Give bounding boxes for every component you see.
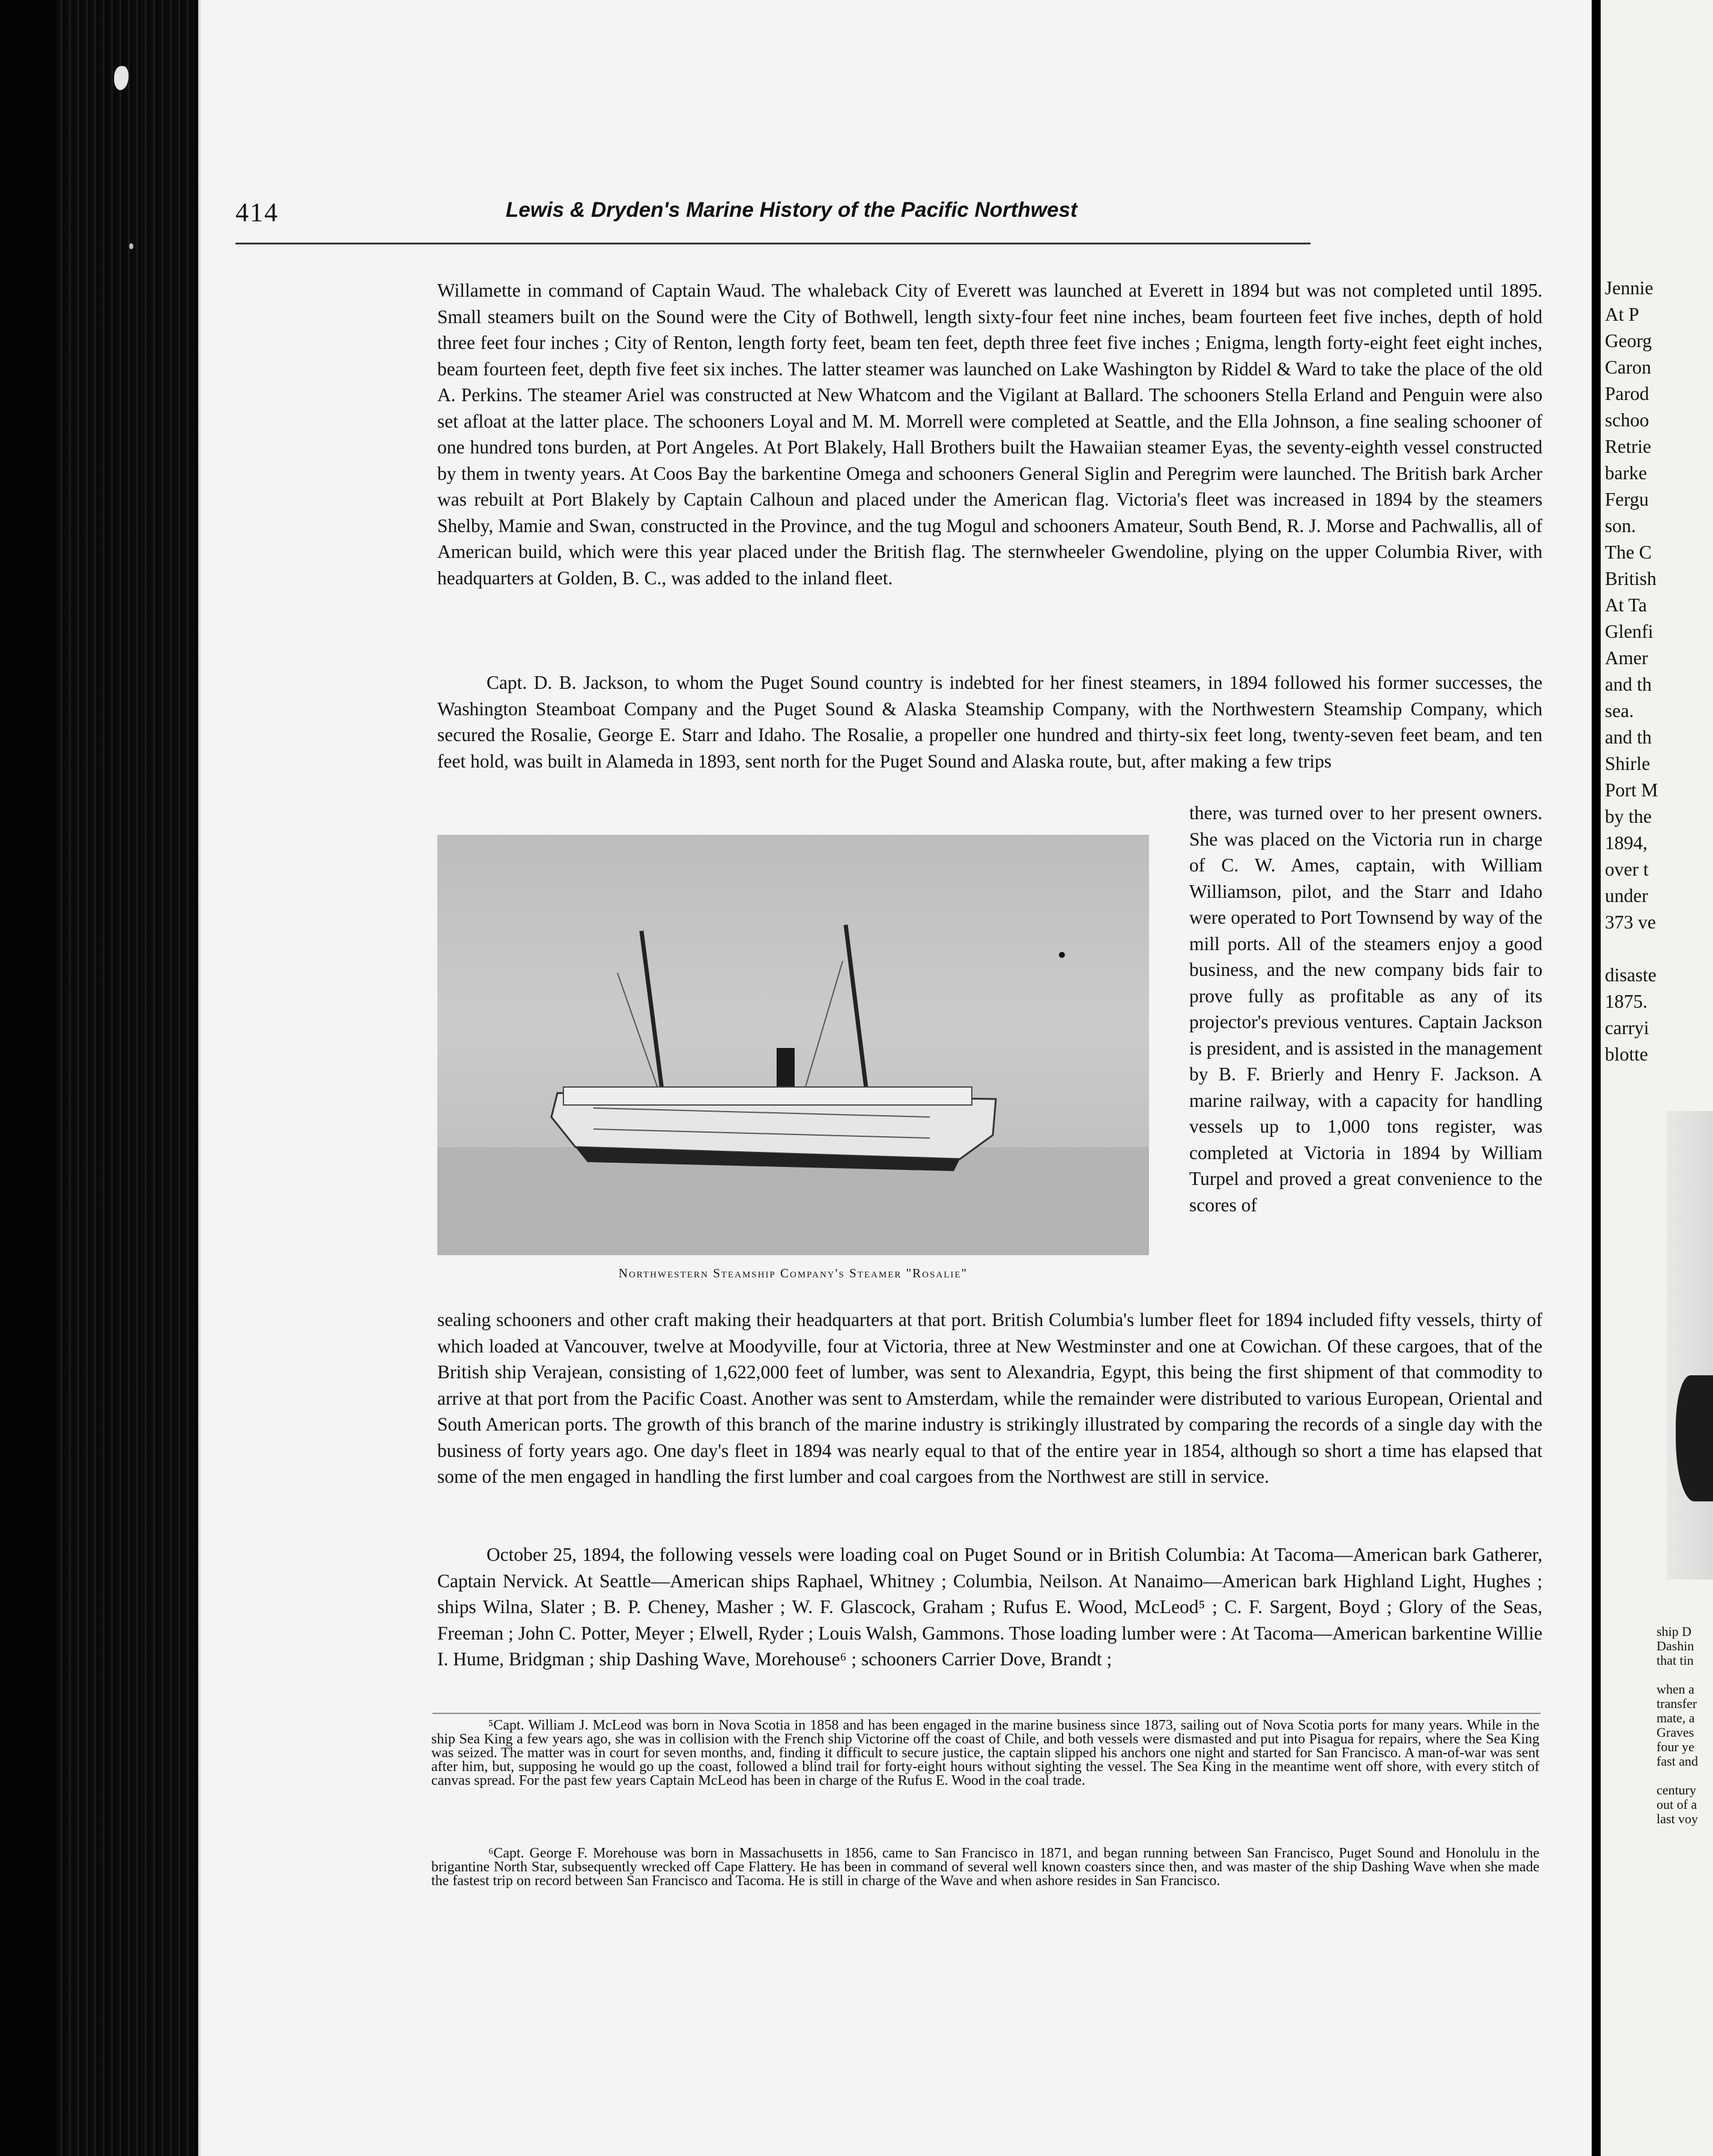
adjacent-page-footnote-line: when a [1657, 1682, 1694, 1697]
adjacent-page-line: Amer [1605, 647, 1648, 668]
adjacent-page-line: Retrie [1605, 436, 1651, 457]
adjacent-page-footnote-line: four ye [1657, 1739, 1694, 1754]
adjacent-page-footnote-line: Dashin [1657, 1638, 1694, 1653]
adjacent-page-line: Glenfi [1605, 621, 1654, 642]
running-title: Lewis & Dryden's Marine History of the Pacific Northwest [506, 198, 1078, 222]
adjacent-page-line: At Ta [1605, 595, 1647, 616]
adjacent-page-line: Georg [1605, 330, 1652, 351]
footnote-rule [432, 1713, 1541, 1714]
adjacent-page-line: 1875. [1605, 991, 1648, 1012]
adjacent-page-line: and th [1605, 727, 1652, 748]
adjacent-page-line: and th [1605, 674, 1652, 695]
adjacent-page-line: Parod [1605, 383, 1649, 404]
adjacent-page-line: The C [1605, 542, 1652, 563]
adjacent-photo-dark-area [1676, 1375, 1713, 1501]
adjacent-page-line: barke [1605, 462, 1647, 483]
adjacent-page-footnote-line: last voy [1657, 1811, 1699, 1826]
steamer-illustration [437, 835, 1149, 1255]
adjacent-page-line: 373 ve [1605, 912, 1656, 933]
page-separator [1592, 0, 1601, 2156]
adjacent-page-footnote-line: Graves [1657, 1725, 1694, 1740]
book-spine-edge [57, 0, 195, 2156]
adjacent-page-line: Fergu [1605, 489, 1649, 510]
paragraph-2-column: there, was turned over to her present owners. She was placed on the Victoria run in charge of C. W. Ames, captain, with William Williamson, pilot, and the Starr and Idaho were operated to Port Townsend by way of the mill ports. All of the steamers enjoy a good business, and the new company bids fair to prove fully as profitable as any of its projector's previous ventures. Captain Jackson is president, and is assisted in the management by B. F. Brierly and Henry F. Jackson. A marine railway, with a capacity for handling vessels up to 1,000 tons register, was completed at Victoria in 1894 by William Turpel and proved a great convenience to the scores of [1189, 802, 1542, 1216]
paragraph-2: Capt. D. B. Jackson, to whom the Puget Sound country is indebted for her finest steamers, in 1894 followed his former successes, the Washington Steamboat Company and the Puget Sound & Alaska Steamship Company, with the Northwestern Steamship Company, which secured the Rosalie, George E. Starr and Idaho. The Rosalie, a propeller one hundred and thirty-six feet long, twenty-seven feet beam, and ten feet hold, was built in Alameda in 1893, sent north for the Puget Sound and Alaska route, but, after making a few trips [437, 672, 1542, 772]
adjacent-page-line: schoo [1605, 410, 1649, 431]
adjacent-page-footnote-line: transfer [1657, 1696, 1697, 1711]
paragraph-2-continued: sealing schooners and other craft making their headquarters at that port. British Columbia's lumber fleet for 1894 included fifty vessels, thirty of which loaded at Vancouver, twelve at Moodyville, four at Victoria, three at New Westminster and one at Cowichan. Of these cargoes, that of the British ship Verajean, consisting of 1,622,000 feet of lumber, was sent to Alexandria, Egypt, this being the first shipment of that commodity to arrive at that port from the Pacific Coast. Another was sent to Amsterdam, while the remainder were distributed to various European, Oriental and South American ports. The growth of this branch of the marine industry is strikingly illustrated by comparing the records of a single day with the business of forty years ago. One day's fleet in 1894 was nearly equal to that of the entire year in 1854, although so short a time has elapsed that some of the men engaged in handling the first lumber and coal cargoes from the Northwest are still in service. [437, 1309, 1542, 1487]
running-header [235, 197, 1309, 239]
adjacent-page-footnote-line: out of a [1657, 1797, 1697, 1812]
steamer-rosalie-photo [437, 835, 1149, 1255]
header-rule [235, 243, 1311, 244]
paragraph-3: October 25, 1894, the following vessels were loading coal on Puget Sound or in British Columbia: At Tacoma—American bark Gatherer, Captain Nervick. At Seattle—American ships Raphael, Whitney ; Columbia, Neilson. At Nanaimo—American bark Highland Light, Hughes ; ships Wilna, Slater ; B. P. Cheney, Masher ; W. F. Glascock, Graham ; Rufus E. Wood, McLeod⁵ ; C. F. Sargent, Boyd ; Glory of the Seas, Freeman ; John C. Potter, Meyer ; Elwell, Ryder ; Louis Walsh, Gammons. Those loading lumber were : At Tacoma—American barkentine Willie I. Hume, Bridgman ; ship Dashing Wave, Morehouse⁶ ; schooners Carrier Dove, Brandt ; [437, 1544, 1542, 1670]
adjacent-page-line: under [1605, 885, 1648, 906]
adjacent-page-footnote-line: ship D [1657, 1624, 1692, 1639]
adjacent-page-line: Jennie [1605, 277, 1654, 298]
adjacent-page-line: by the [1605, 806, 1652, 827]
page-number: 414 [235, 198, 279, 227]
adjacent-page-line: blotte [1605, 1044, 1648, 1065]
adjacent-page-footnote-line: fast and [1657, 1754, 1699, 1769]
adjacent-page-line: Caron [1605, 357, 1651, 378]
adjacent-page-footnote-line: mate, a [1657, 1710, 1695, 1725]
adjacent-page-line: disaste [1605, 964, 1657, 986]
adjacent-page-footnote-line: century [1657, 1782, 1696, 1797]
scan-artifact-dot [129, 243, 133, 249]
adjacent-page-photo [1667, 1111, 1713, 1579]
adjacent-page-line: Port M [1605, 780, 1658, 801]
adjacent-page-line: sea. [1605, 700, 1634, 721]
paragraph-1: Willamette in command of Captain Waud. The whaleback City of Everett was launched at Everett in 1894 but was not completed until 1895. Small steamers built on the Sound were the City of Bothwell, length sixty-four feet nine inches, beam fourteen feet five inches, depth of hold three feet four inches ; City of Renton, length forty feet, beam ten feet, depth three feet five inches ; Enigma, length forty-eight feet eight inches, beam fourteen feet, depth five feet six inches. The latter steamer was launched on Lake Washington by Riddel & Ward to take the place of the old A. Perkins. The steamer Ariel was constructed at New Whatcom and the Vigilant at Ballard. The schooners Stella Erland and Penguin were also set afloat at the latter place. The schooners Loyal and M. M. Morrell were completed at Seattle, and the Ella Johnson, a fine sealing schooner of one hundred tons burden, at Port Angeles. At Port Blakely, Hall Brothers built the Hawaiian steamer Eyas, the seventy-eighth vessel constructed by them in twenty years. At Coos Bay the barkentine Omega and schooners General Siglin and Peregrim were launched. The British bark Archer was rebuilt at Port Blakely by Captain Calhoun and placed under the American flag. Victoria's fleet was increased in 1894 by the steamers Shelby, Mamie and Swan, constructed in the Province, and the tug Mogul and schooners Amateur, South Bend, R. J. Morse and Pachwallis, all of American build, which were this year placed under the British flag. The sternwheeler Gwendoline, plying on the upper Columbia River, with headquarters at Golden, B. C., was added to the inland fleet. [437, 280, 1542, 589]
adjacent-page-line: 1894, [1605, 832, 1648, 853]
adjacent-page-line: British [1605, 568, 1657, 589]
adjacent-page-line: carryi [1605, 1017, 1649, 1038]
adjacent-page-footnote-line: that tin [1657, 1653, 1694, 1668]
adjacent-page-line: son. [1605, 515, 1636, 536]
adjacent-page-line: over t [1605, 859, 1649, 880]
footnote-6: ⁶Capt. George F. Morehouse was born in Massachusetts in 1856, came to San Francisco in 1871, and began running between San Francisco, Puget Sound and Honolulu in the brigantine North Star, subsequently wrecked off Cape Flattery. He has been in command of several well known coasters since then, and was master of the ship Dashing Wave when she made the fastest trip on record between San Francisco and Tacoma. He is still in charge of the Wave and when ashore resides in San Francisco. [431, 1846, 1539, 1889]
photo-caption: Northwestern Steamship Company's Steamer "Rosalie" [618, 1266, 968, 1280]
adjacent-page-line: Shirle [1605, 753, 1651, 774]
adjacent-page-line: At P [1605, 304, 1639, 325]
footnote-5: ⁵Capt. William J. McLeod was born in Nova Scotia in 1858 and has been engaged in the marine business since 1873, sailing out of Nova Scotia ports for many years. While in the ship Sea King a few years ago, she was in collision with the French ship Victorine off the coast of Chile, and both vessels were dismasted and put into Pisagua for repairs, where the Sea King was seized. The matter was in court for seven months, and, finding it difficult to secure justice, the captain slipped his anchors one night and started for San Francisco. A man-of-war was sent after him, but, supposing he would go up the coast, followed a blind trail for forty-eight hours without sighting the vessel. The Sea King in the meantime went off shore, with every stitch of canvas spread. For the past few years Captain McLeod has been in charge of the Rufus E. Wood in the coal trade. [431, 1718, 1539, 1788]
